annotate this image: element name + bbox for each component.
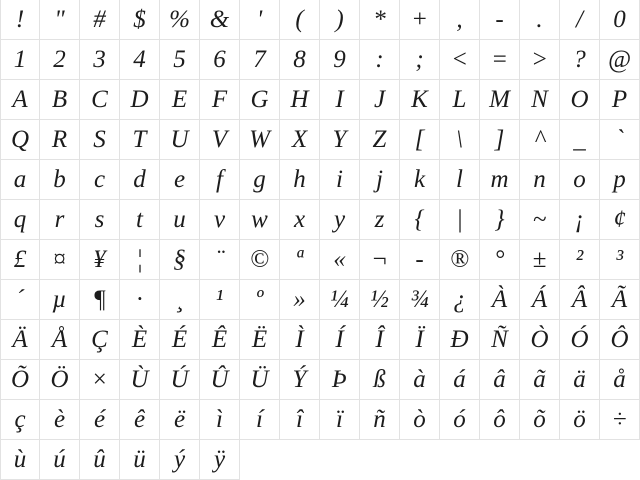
glyph-cell: g bbox=[240, 160, 280, 200]
glyph-cell: ¡ bbox=[560, 200, 600, 240]
glyph-cell: © bbox=[240, 240, 280, 280]
glyph-cell: ª bbox=[280, 240, 320, 280]
glyph-cell: 2 bbox=[40, 40, 80, 80]
glyph-cell: ¼ bbox=[320, 280, 360, 320]
glyph-cell: " bbox=[40, 0, 80, 40]
glyph-cell: w bbox=[240, 200, 280, 240]
glyph-cell: c bbox=[80, 160, 120, 200]
glyph-cell: ° bbox=[480, 240, 520, 280]
glyph-cell: Î bbox=[360, 320, 400, 360]
glyph-cell: ¢ bbox=[600, 200, 640, 240]
glyph-cell: µ bbox=[40, 280, 80, 320]
glyph-cell: $ bbox=[120, 0, 160, 40]
glyph-cell: } bbox=[480, 200, 520, 240]
glyph-cell: , bbox=[440, 0, 480, 40]
glyph-cell: ¿ bbox=[440, 280, 480, 320]
glyph-cell: ò bbox=[400, 400, 440, 440]
glyph-cell: ç bbox=[0, 400, 40, 440]
glyph-cell: ã bbox=[520, 360, 560, 400]
glyph-cell: M bbox=[480, 80, 520, 120]
glyph-cell: Ú bbox=[160, 360, 200, 400]
glyph-cell: Ï bbox=[400, 320, 440, 360]
glyph-cell: 3 bbox=[80, 40, 120, 80]
glyph-cell: Ä bbox=[0, 320, 40, 360]
glyph-cell: ¤ bbox=[40, 240, 80, 280]
glyph-cell: ! bbox=[0, 0, 40, 40]
glyph-cell: 6 bbox=[200, 40, 240, 80]
glyph-cell: ê bbox=[120, 400, 160, 440]
glyph-cell: î bbox=[280, 400, 320, 440]
glyph-cell: ÿ bbox=[200, 440, 240, 480]
glyph-cell: b bbox=[40, 160, 80, 200]
glyph-cell: 0 bbox=[600, 0, 640, 40]
glyph-cell: Â bbox=[560, 280, 600, 320]
glyph-cell: ¦ bbox=[120, 240, 160, 280]
glyph-cell: ñ bbox=[360, 400, 400, 440]
glyph-cell: a bbox=[0, 160, 40, 200]
glyph-cell: H bbox=[280, 80, 320, 120]
glyph-cell: Ã bbox=[600, 280, 640, 320]
glyph-cell: ³ bbox=[600, 240, 640, 280]
glyph-cell: è bbox=[40, 400, 80, 440]
glyph-cell: â bbox=[480, 360, 520, 400]
glyph-cell: ² bbox=[560, 240, 600, 280]
glyph-cell: r bbox=[40, 200, 80, 240]
glyph-cell: y bbox=[320, 200, 360, 240]
glyph-cell: * bbox=[360, 0, 400, 40]
glyph-cell: k bbox=[400, 160, 440, 200]
glyph-cell: ô bbox=[480, 400, 520, 440]
glyph-cell: Ó bbox=[560, 320, 600, 360]
glyph-cell: o bbox=[560, 160, 600, 200]
glyph-cell: { bbox=[400, 200, 440, 240]
glyph-cell: Í bbox=[320, 320, 360, 360]
glyph-cell: : bbox=[360, 40, 400, 80]
glyph-cell: ' bbox=[240, 0, 280, 40]
glyph-cell: á bbox=[440, 360, 480, 400]
glyph-cell: h bbox=[280, 160, 320, 200]
glyph-cell: d bbox=[120, 160, 160, 200]
glyph-cell: Q bbox=[0, 120, 40, 160]
glyph-cell: t bbox=[120, 200, 160, 240]
glyph-cell: é bbox=[80, 400, 120, 440]
glyph-cell: + bbox=[400, 0, 440, 40]
glyph-cell: § bbox=[160, 240, 200, 280]
glyph-cell: Ô bbox=[600, 320, 640, 360]
glyph-cell: J bbox=[360, 80, 400, 120]
glyph-cell: ü bbox=[120, 440, 160, 480]
glyph-cell: e bbox=[160, 160, 200, 200]
glyph-cell: Ý bbox=[280, 360, 320, 400]
glyph-cell: [ bbox=[400, 120, 440, 160]
glyph-cell: ) bbox=[320, 0, 360, 40]
glyph-cell: À bbox=[480, 280, 520, 320]
glyph-cell: £ bbox=[0, 240, 40, 280]
glyph-cell: < bbox=[440, 40, 480, 80]
glyph-cell: ß bbox=[360, 360, 400, 400]
glyph-cell: ; bbox=[400, 40, 440, 80]
glyph-cell: ä bbox=[560, 360, 600, 400]
glyph-cell: L bbox=[440, 80, 480, 120]
glyph-cell: 7 bbox=[240, 40, 280, 80]
glyph-cell: v bbox=[200, 200, 240, 240]
glyph-cell: q bbox=[0, 200, 40, 240]
glyph-cell: ~ bbox=[520, 200, 560, 240]
glyph-cell: D bbox=[120, 80, 160, 120]
glyph-cell: U bbox=[160, 120, 200, 160]
glyph-cell: B bbox=[40, 80, 80, 120]
glyph-cell: ± bbox=[520, 240, 560, 280]
glyph-cell: S bbox=[80, 120, 120, 160]
glyph-cell: n bbox=[520, 160, 560, 200]
glyph-cell: ¸ bbox=[160, 280, 200, 320]
glyph-cell: È bbox=[120, 320, 160, 360]
glyph-cell: m bbox=[480, 160, 520, 200]
glyph-cell: p bbox=[600, 160, 640, 200]
glyph-cell: « bbox=[320, 240, 360, 280]
glyph-cell: O bbox=[560, 80, 600, 120]
glyph-cell: º bbox=[240, 280, 280, 320]
glyph-cell: | bbox=[440, 200, 480, 240]
glyph-cell: ´ bbox=[0, 280, 40, 320]
glyph-cell: A bbox=[0, 80, 40, 120]
glyph-cell: à bbox=[400, 360, 440, 400]
glyph-cell: ë bbox=[160, 400, 200, 440]
glyph-cell: R bbox=[40, 120, 80, 160]
glyph-cell: W bbox=[240, 120, 280, 160]
glyph-cell: Á bbox=[520, 280, 560, 320]
glyph-cell: ö bbox=[560, 400, 600, 440]
glyph-cell: ¾ bbox=[400, 280, 440, 320]
glyph-cell: ¥ bbox=[80, 240, 120, 280]
glyph-cell: Ö bbox=[40, 360, 80, 400]
glyph-cell: & bbox=[200, 0, 240, 40]
glyph-cell: õ bbox=[520, 400, 560, 440]
glyph-cell: % bbox=[160, 0, 200, 40]
glyph-cell: Û bbox=[200, 360, 240, 400]
glyph-cell: l bbox=[440, 160, 480, 200]
glyph-cell: ^ bbox=[520, 120, 560, 160]
glyph-cell: E bbox=[160, 80, 200, 120]
glyph-cell: _ bbox=[560, 120, 600, 160]
glyph-cell: x bbox=[280, 200, 320, 240]
glyph-cell: Ù bbox=[120, 360, 160, 400]
glyph-cell: ¨ bbox=[200, 240, 240, 280]
glyph-cell: Å bbox=[40, 320, 80, 360]
glyph-cell: N bbox=[520, 80, 560, 120]
glyph-cell: Y bbox=[320, 120, 360, 160]
glyph-cell: ¹ bbox=[200, 280, 240, 320]
glyph-cell: F bbox=[200, 80, 240, 120]
glyph-cell: 9 bbox=[320, 40, 360, 80]
glyph-cell: > bbox=[520, 40, 560, 80]
glyph-cell: = bbox=[480, 40, 520, 80]
glyph-cell: ÷ bbox=[600, 400, 640, 440]
glyph-cell: @ bbox=[600, 40, 640, 80]
glyph-cell: ] bbox=[480, 120, 520, 160]
glyph-cell: É bbox=[160, 320, 200, 360]
glyph-cell: C bbox=[80, 80, 120, 120]
glyph-cell: / bbox=[560, 0, 600, 40]
glyph-cell: Þ bbox=[320, 360, 360, 400]
glyph-cell: ` bbox=[600, 120, 640, 160]
glyph-cell: # bbox=[80, 0, 120, 40]
glyph-cell: ¬ bbox=[360, 240, 400, 280]
glyph-cell: I bbox=[320, 80, 360, 120]
glyph-cell: G bbox=[240, 80, 280, 120]
glyph-cell: ú bbox=[40, 440, 80, 480]
glyph-cell: T bbox=[120, 120, 160, 160]
glyph-cell: ½ bbox=[360, 280, 400, 320]
glyph-cell: \ bbox=[440, 120, 480, 160]
glyph-cell: Õ bbox=[0, 360, 40, 400]
glyph-cell: ù bbox=[0, 440, 40, 480]
glyph-cell: Ñ bbox=[480, 320, 520, 360]
glyph-cell: ó bbox=[440, 400, 480, 440]
glyph-cell: Ë bbox=[240, 320, 280, 360]
glyph-cell: × bbox=[80, 360, 120, 400]
glyph-cell: í bbox=[240, 400, 280, 440]
glyph-cell: ï bbox=[320, 400, 360, 440]
glyph-cell: u bbox=[160, 200, 200, 240]
glyph-cell: Ç bbox=[80, 320, 120, 360]
glyph-cell: Ò bbox=[520, 320, 560, 360]
glyph-cell: ì bbox=[200, 400, 240, 440]
glyph-cell: i bbox=[320, 160, 360, 200]
glyph-cell: ¶ bbox=[80, 280, 120, 320]
glyph-cell: Ì bbox=[280, 320, 320, 360]
glyph-cell: Ê bbox=[200, 320, 240, 360]
glyph-cell: Z bbox=[360, 120, 400, 160]
glyph-cell: - bbox=[400, 240, 440, 280]
glyph-cell: û bbox=[80, 440, 120, 480]
glyph-cell: ý bbox=[160, 440, 200, 480]
glyph-cell: f bbox=[200, 160, 240, 200]
glyph-cell: P bbox=[600, 80, 640, 120]
glyph-cell: K bbox=[400, 80, 440, 120]
glyph-cell: V bbox=[200, 120, 240, 160]
glyph-cell: » bbox=[280, 280, 320, 320]
glyph-cell: s bbox=[80, 200, 120, 240]
glyph-cell: Ð bbox=[440, 320, 480, 360]
glyph-cell: X bbox=[280, 120, 320, 160]
glyph-cell: 4 bbox=[120, 40, 160, 80]
glyph-cell: Ü bbox=[240, 360, 280, 400]
glyph-cell: å bbox=[600, 360, 640, 400]
glyph-cell: 1 bbox=[0, 40, 40, 80]
glyph-cell: ( bbox=[280, 0, 320, 40]
glyph-cell: 8 bbox=[280, 40, 320, 80]
glyph-cell: j bbox=[360, 160, 400, 200]
glyph-cell: · bbox=[120, 280, 160, 320]
glyph-cell: ® bbox=[440, 240, 480, 280]
glyph-cell: ? bbox=[560, 40, 600, 80]
glyph-cell: . bbox=[520, 0, 560, 40]
glyph-cell: - bbox=[480, 0, 520, 40]
glyph-cell: 5 bbox=[160, 40, 200, 80]
glyph-cell: z bbox=[360, 200, 400, 240]
